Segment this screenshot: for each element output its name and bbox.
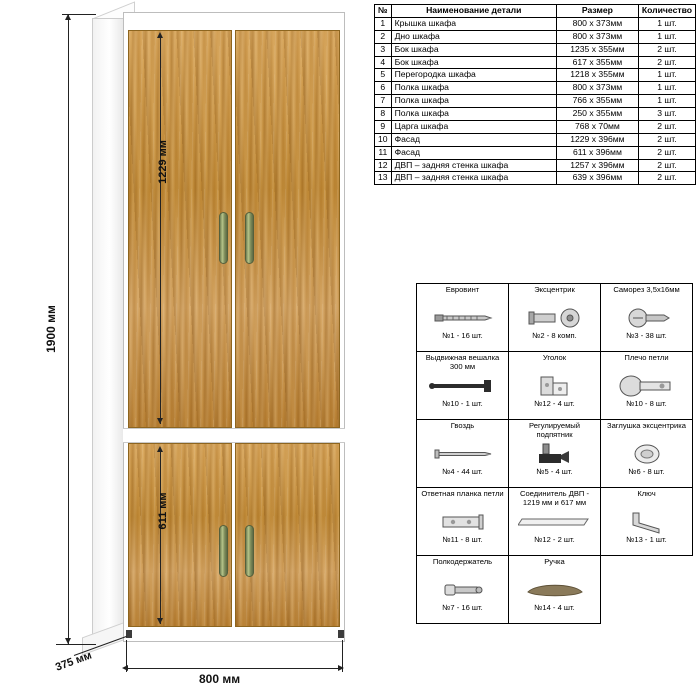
total-height-label: 1900 мм [44, 305, 58, 353]
hdf-connector-icon [511, 508, 598, 536]
part-number: 6 [375, 82, 392, 95]
hardware-code: №12 - 4 шт. [534, 399, 575, 408]
part-number: 10 [375, 133, 392, 146]
part-name: Полка шкафа [391, 95, 556, 108]
part-qty: 2 шт. [638, 120, 695, 133]
table-row [375, 95, 696, 108]
part-qty: 3 шт. [638, 108, 695, 121]
hardware-title: Выдвижная вешалка 300 мм [425, 353, 500, 371]
part-number: 2 [375, 30, 392, 43]
part-name: Фасад [391, 133, 556, 146]
part-size: 617 x 355мм [556, 56, 638, 69]
self-tapping-screw-icon [603, 304, 690, 332]
part-number: 5 [375, 69, 392, 82]
part-number: 4 [375, 56, 392, 69]
nail-icon [419, 440, 506, 468]
total-height-tick-top [62, 14, 96, 15]
handle-upper-right [245, 212, 254, 264]
allen-key-icon [603, 508, 690, 536]
part-qty: 1 шт. [638, 30, 695, 43]
lower-left-door [128, 443, 232, 627]
screw-icon [419, 304, 506, 332]
handle-lower-right [245, 525, 254, 577]
part-number: 9 [375, 120, 392, 133]
part-qty: 2 шт. [638, 133, 695, 146]
lower-door-arrow-top [157, 446, 163, 452]
hardware-code: №5 - 4 шт. [536, 467, 573, 476]
part-name: Бок шкафа [391, 43, 556, 56]
table-row [375, 172, 696, 185]
hardware-table [416, 283, 693, 624]
hardware-cell-hinge-plate [417, 488, 509, 556]
part-number: 11 [375, 146, 392, 159]
part-size: 1218 x 355мм [556, 69, 638, 82]
hardware-cell-handle [509, 556, 601, 624]
hardware-code: №3 - 38 шт. [626, 331, 667, 340]
table-row [375, 133, 696, 146]
hardware-title: Плечо петли [624, 353, 669, 362]
part-qty: 2 шт. [638, 146, 695, 159]
part-size: 250 x 355мм [556, 108, 638, 121]
depth-label: 375 мм [53, 649, 94, 674]
width-tick-right [342, 640, 343, 672]
part-size: 800 x 373мм [556, 82, 638, 95]
part-name: Перегородка шкафа [391, 69, 556, 82]
cam-cover-cap-icon [603, 440, 690, 468]
hardware-code: №1 - 16 шт. [442, 331, 483, 340]
part-size: 1235 x 355мм [556, 43, 638, 56]
part-name: Бок шкафа [391, 56, 556, 69]
middle-divider-shelf [123, 428, 345, 443]
width-arrow-right [338, 665, 344, 671]
part-qty: 2 шт. [638, 159, 695, 172]
part-number: 12 [375, 159, 392, 172]
hardware-code: №10 - 8 шт. [626, 399, 667, 408]
part-qty: 1 шт. [638, 82, 695, 95]
hardware-code: №12 - 2 шт. [534, 535, 575, 544]
part-name: Полка шкафа [391, 108, 556, 121]
hardware-row [417, 556, 693, 624]
part-size: 1257 x 396мм [556, 159, 638, 172]
hardware-code: №14 - 4 шт. [534, 603, 575, 612]
part-number: 8 [375, 108, 392, 121]
parts-header-name: Наименование детали [391, 5, 556, 18]
width-arrow-left [122, 665, 128, 671]
part-number: 13 [375, 172, 392, 185]
part-size: 800 x 373мм [556, 30, 638, 43]
cabinet-left-side-panel [92, 18, 124, 636]
part-size: 1229 x 396мм [556, 133, 638, 146]
part-size: 639 x 396мм [556, 172, 638, 185]
corner-bracket-icon [511, 372, 598, 400]
hardware-title: Ключ [637, 489, 656, 498]
upper-left-door [128, 30, 232, 428]
table-row [375, 82, 696, 95]
total-height-dimension-line [68, 14, 69, 644]
total-height-tick-bottom [56, 644, 96, 645]
hardware-title: Полкодержатель [432, 557, 493, 566]
upper-door-height-label: 1229 мм [157, 140, 169, 184]
handle-lower-left [219, 525, 228, 577]
hardware-cell-corner-bracket [509, 352, 601, 420]
hardware-title: Заглушка эксцентрика [607, 421, 686, 430]
hinge-plate-icon [419, 508, 506, 536]
table-row [375, 108, 696, 121]
part-number: 1 [375, 17, 392, 30]
hardware-title: Саморез 3,5х16мм [613, 285, 680, 294]
hardware-row [417, 352, 693, 420]
part-size: 766 x 355мм [556, 95, 638, 108]
part-size: 800 x 373мм [556, 17, 638, 30]
table-row [375, 146, 696, 159]
hardware-code: №2 - 8 комп. [532, 331, 577, 340]
hardware-code: №4 - 44 шт. [442, 467, 483, 476]
hardware-cell-screw [417, 284, 509, 352]
hardware-title: Ручка [544, 557, 565, 566]
hardware-title: Эксцентрик [534, 285, 575, 294]
hardware-cell-allen-key [601, 488, 693, 556]
part-qty: 1 шт. [638, 17, 695, 30]
hardware-row [417, 488, 693, 556]
part-name: Царга шкафа [391, 120, 556, 133]
hardware-title: Ответная планка петли [421, 489, 504, 498]
hardware-cell-empty [601, 556, 693, 624]
width-label: 800 мм [199, 672, 241, 686]
part-qty: 1 шт. [638, 69, 695, 82]
part-qty: 1 шт. [638, 95, 695, 108]
hardware-code: №11 - 8 шт. [442, 535, 483, 544]
hardware-cell-shelf-support [417, 556, 509, 624]
hardware-code: №13 - 1 шт. [626, 535, 667, 544]
cam-lock-icon [511, 304, 598, 332]
part-size: 768 x 70мм [556, 120, 638, 133]
part-qty: 2 шт. [638, 172, 695, 185]
parts-table [374, 4, 696, 185]
parts-header-qty: Количество [638, 5, 695, 18]
lower-door-arrow-bottom [157, 618, 163, 624]
part-number: 3 [375, 43, 392, 56]
part-name: ДВП – задняя стенка шкафа [391, 172, 556, 185]
cabinet-foot-right [338, 630, 344, 638]
cabinet-foot-left [126, 630, 132, 638]
hardware-cell-nail [417, 420, 509, 488]
part-size: 611 x 396мм [556, 146, 638, 159]
hardware-cell-adjustable-foot [509, 420, 601, 488]
handle-icon [511, 576, 598, 604]
hardware-title: Гвоздь [450, 421, 475, 430]
width-tick-left [126, 640, 127, 672]
hardware-cell-hinge-arm [601, 352, 693, 420]
part-name: Дно шкафа [391, 30, 556, 43]
table-row [375, 120, 696, 133]
hardware-row [417, 284, 693, 352]
table-row [375, 56, 696, 69]
parts-table-header-row [375, 5, 696, 18]
hinge-arm-icon [603, 372, 690, 400]
hardware-code: №7 - 16 шт. [442, 603, 483, 612]
upper-door-dimension-line [160, 34, 161, 424]
part-qty: 2 шт. [638, 56, 695, 69]
hardware-cell-self-tapping-screw [601, 284, 693, 352]
pull-out-rail-icon [419, 372, 506, 400]
width-dimension-line [126, 668, 342, 669]
hardware-cell-cam-lock [509, 284, 601, 352]
adjustable-foot-icon [511, 440, 598, 468]
hardware-cell-cam-cover-cap [601, 420, 693, 488]
hardware-code: №6 - 8 шт. [628, 467, 665, 476]
hardware-cell-hdf-connector [509, 488, 601, 556]
upper-door-arrow-top [157, 32, 163, 38]
hardware-code: №10 - 1 шт. [442, 399, 483, 408]
part-name: ДВП – задняя стенка шкафа [391, 159, 556, 172]
hardware-title: Регулируемый подпятник [528, 421, 581, 439]
part-name: Крышка шкафа [391, 17, 556, 30]
handle-upper-left [219, 212, 228, 264]
hardware-title: Соединитель ДВП - 1219 мм и 617 мм [519, 489, 590, 507]
hardware-row [417, 420, 693, 488]
part-qty: 2 шт. [638, 43, 695, 56]
hardware-title: Уголок [542, 353, 567, 362]
table-row [375, 43, 696, 56]
table-row [375, 17, 696, 30]
part-number: 7 [375, 95, 392, 108]
table-row [375, 69, 696, 82]
parts-header-size: Размер [556, 5, 638, 18]
part-name: Фасад [391, 146, 556, 159]
upper-door-arrow-bottom [157, 418, 163, 424]
table-row [375, 30, 696, 43]
lower-door-height-label: 611 мм [157, 492, 169, 530]
part-name: Полка шкафа [391, 82, 556, 95]
hardware-cell-pull-out-rail [417, 352, 509, 420]
hardware-title: Евровинт [445, 285, 480, 294]
parts-header-number: № [375, 5, 392, 18]
shelf-support-icon [419, 576, 506, 604]
table-row [375, 159, 696, 172]
